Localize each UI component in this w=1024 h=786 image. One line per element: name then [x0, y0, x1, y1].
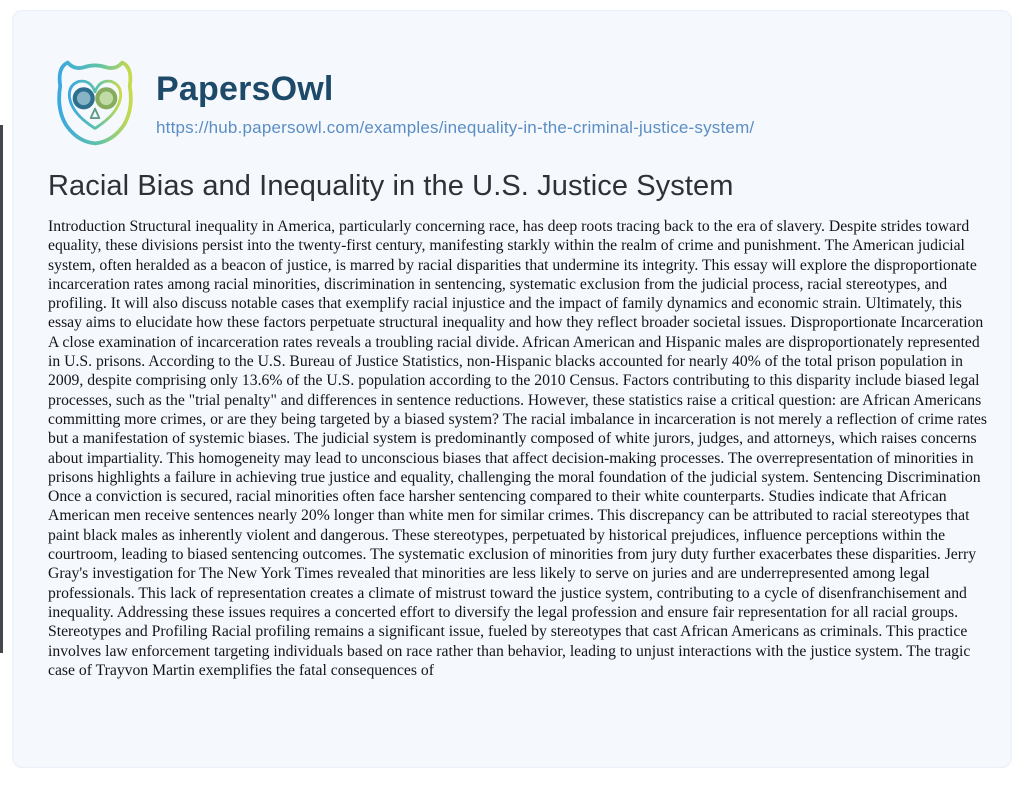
essay-body-text: Introduction Structural inequality in America, particularly concerning race, has deep roots tracing back to the era of slavery. Despite strides toward equality, these divisions persist into the twenty-first century, manifesting starkly within the realm of crime and punishment. The American judicial system, often heralded as a beacon of justice, is marred by racial disparities that undermine its integrity. This essay will explore the disproportionate incarceration rates among racial minorities, discrimination in sentencing, systematic exclusion from the judicial process, racial stereotypes, and profiling. It will also discuss notable cases that exemplify racial injustice and the impact of family dynamics and economic strain. Ultimately, this essay aims to elucidate how these factors perpetuate structural inequality and how they reflect broader societal issues. Disproportionate Incarceration A close examination of incarceration rates reveals a troubling racial divide. African American and Hispanic males are disproportionately represented in U.S. prisons. According to the U.S. Bureau of Justice Statistics, non-Hispanic blacks accounted for nearly 40% of the total prison population in 2009, despite comprising only 13.6% of the U.S. population according to the 2010 Census. Factors contributing to this disparity include biased legal processes, such as the "trial penalty" and differences in sentence reductions. However, these statistics raise a critical question: are African Americans committing more crimes, or are they being targeted by a biased system? The racial imbalance in incarceration is not merely a reflection of crime rates but a manifestation of systemic biases. The judicial system is predominantly composed of white jurors, judges, and attorneys, which raises concerns about impartiality. This homogeneity may lead to unconscious biases that affect decision-making processes. The overrepresentation of minorities in prisons highlights a failure in achieving true justice and equality, challenging the moral foundation of the judicial system. Sentencing Discrimination Once a conviction is secured, racial minorities often face harsher sentencing compared to their white counterparts. Studies indicate that African American men receive sentences nearly 20% longer than white men for similar crimes. This discrepancy can be attributed to racial stereotypes that paint black males as inherently violent and dangerous. These stereotypes, perpetuated by historical prejudices, influence perceptions within the courtroom, leading to biased sentencing outcomes. The systematic exclusion of minorities from jury duty further exacerbates these disparities. Jerry Gray's investigation for The New York Times revealed that minorities are less likely to serve on juries and are underrepresented among legal professionals. This lack of representation creates a climate of mistrust toward the justice system, contributing to a cycle of disenfranchisement and inequality. Addressing these issues requires a concerted effort to diversify the legal profession and ensure fair representation for all racial groups. Stereotypes and Profiling Racial profiling remains a significant issue, fueled by stereotypes that cast African Americans as criminals. This practice involves law enforcement targeting individuals based on race rather than behavior, leading to unjust interactions with the justice system. The tragic case of Trayvon Martin exemplifies the fatal consequences of: [48, 218, 987, 679]
essay-article: [48, 170, 992, 680]
owl-beak: [91, 109, 99, 118]
source-url-link[interactable]: https://hub.papersowl.com/examples/inequality-in-the-criminal-justice-system/: [156, 118, 755, 138]
essay-title: Racial Bias and Inequality in the U.S. Justice System: [48, 170, 734, 202]
owl-right-eye: [97, 89, 115, 107]
owl-left-eye: [75, 89, 93, 107]
brand-title: PapersOwl: [156, 70, 334, 108]
header-text-block: [156, 55, 754, 138]
papersowl-owl-logo-icon: [48, 55, 142, 151]
document-card: [12, 10, 1012, 768]
left-edge-scan-artifact: [0, 125, 3, 653]
page-header: [48, 55, 754, 151]
